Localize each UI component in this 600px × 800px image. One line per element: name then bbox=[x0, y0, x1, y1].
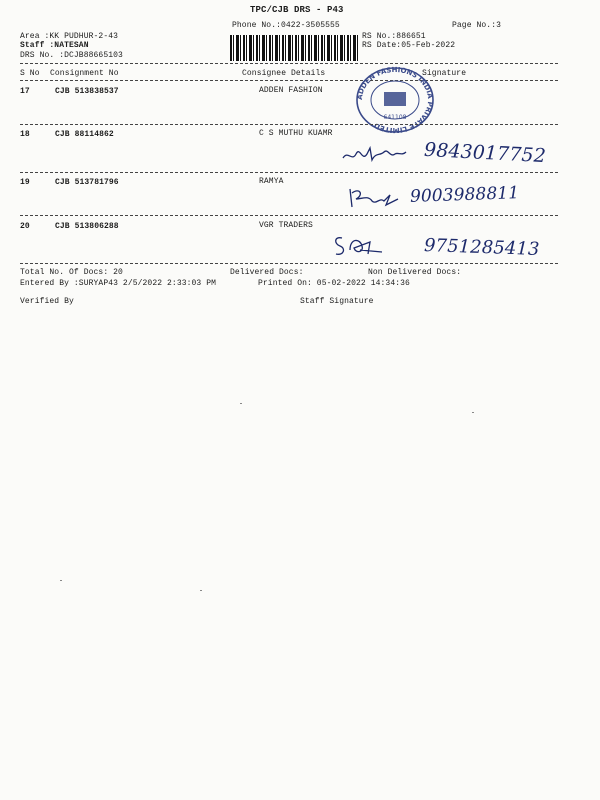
row-sno: 19 bbox=[20, 178, 30, 187]
column-consignment: Consignment No bbox=[50, 69, 119, 78]
entered-by: Entered By :SURYAP43 2/5/2022 2:33:03 PM bbox=[20, 279, 217, 288]
row-consignee: ADDEN FASHION bbox=[259, 86, 323, 95]
stamp-center: 641108 bbox=[383, 114, 407, 121]
handwritten-phone: 9751285413 bbox=[423, 234, 540, 261]
column-consignee: Consignee Details bbox=[242, 69, 326, 78]
row-consignee: RAMYA bbox=[259, 177, 284, 186]
row-consignment: CJB 513781796 bbox=[55, 178, 119, 187]
area-label: Area :KK PUDHUR-2-43 bbox=[20, 32, 119, 41]
stamp-text: ADDEN FASHIONS INDIA PRIVATE LIMITED bbox=[355, 65, 435, 134]
barcode bbox=[230, 35, 358, 61]
column-signature: Signature bbox=[422, 69, 467, 78]
handwritten-signature bbox=[330, 230, 390, 260]
document-title: TPC/CJB DRS - P43 bbox=[250, 5, 344, 15]
delivered-docs: Delivered Docs: bbox=[230, 268, 304, 277]
scan-speck bbox=[240, 403, 242, 404]
column-sno: S No bbox=[20, 69, 40, 78]
scan-speck bbox=[472, 412, 474, 413]
column-divider bbox=[20, 80, 558, 81]
scan-speck bbox=[60, 580, 62, 581]
row-consignee: VGR TRADERS bbox=[259, 221, 313, 230]
row-divider bbox=[20, 172, 558, 173]
row-divider bbox=[20, 215, 558, 216]
row-divider bbox=[20, 263, 558, 264]
printed-on: Printed On: 05-02-2022 14:34:36 bbox=[258, 279, 410, 288]
handwritten-signature bbox=[340, 140, 410, 170]
non-delivered-docs: Non Delivered Docs: bbox=[368, 268, 462, 277]
drs-number: DRS No. :DCJB88665103 bbox=[20, 51, 123, 60]
total-docs: Total No. Of Docs: 20 bbox=[20, 268, 123, 277]
row-consignee: C S MUTHU KUAMR bbox=[259, 129, 333, 138]
rs-number: RS No.:886651 bbox=[362, 32, 426, 41]
phone-number: Phone No.:0422-3505555 bbox=[232, 21, 340, 30]
staff-signature: Staff Signature bbox=[300, 297, 374, 306]
row-consignment: CJB 513838537 bbox=[55, 87, 119, 96]
verified-by: Verified By bbox=[20, 297, 74, 306]
row-consignment: CJB 88114862 bbox=[55, 130, 114, 139]
handwritten-signature bbox=[346, 183, 406, 213]
staff-label: Staff :NATESAN bbox=[20, 41, 89, 50]
row-consignment: CJB 513806288 bbox=[55, 222, 119, 231]
handwritten-phone: 9003988811 bbox=[409, 183, 520, 207]
handwritten-phone: 9843017752 bbox=[423, 138, 547, 168]
rs-date: RS Date:05-Feb-2022 bbox=[362, 41, 456, 50]
row-sno: 17 bbox=[20, 87, 30, 96]
row-divider bbox=[20, 124, 558, 125]
page-number: Page No.:3 bbox=[452, 21, 502, 30]
header-divider bbox=[20, 63, 558, 64]
row-sno: 20 bbox=[20, 222, 30, 231]
row-sno: 18 bbox=[20, 130, 30, 139]
scan-speck bbox=[200, 590, 202, 591]
